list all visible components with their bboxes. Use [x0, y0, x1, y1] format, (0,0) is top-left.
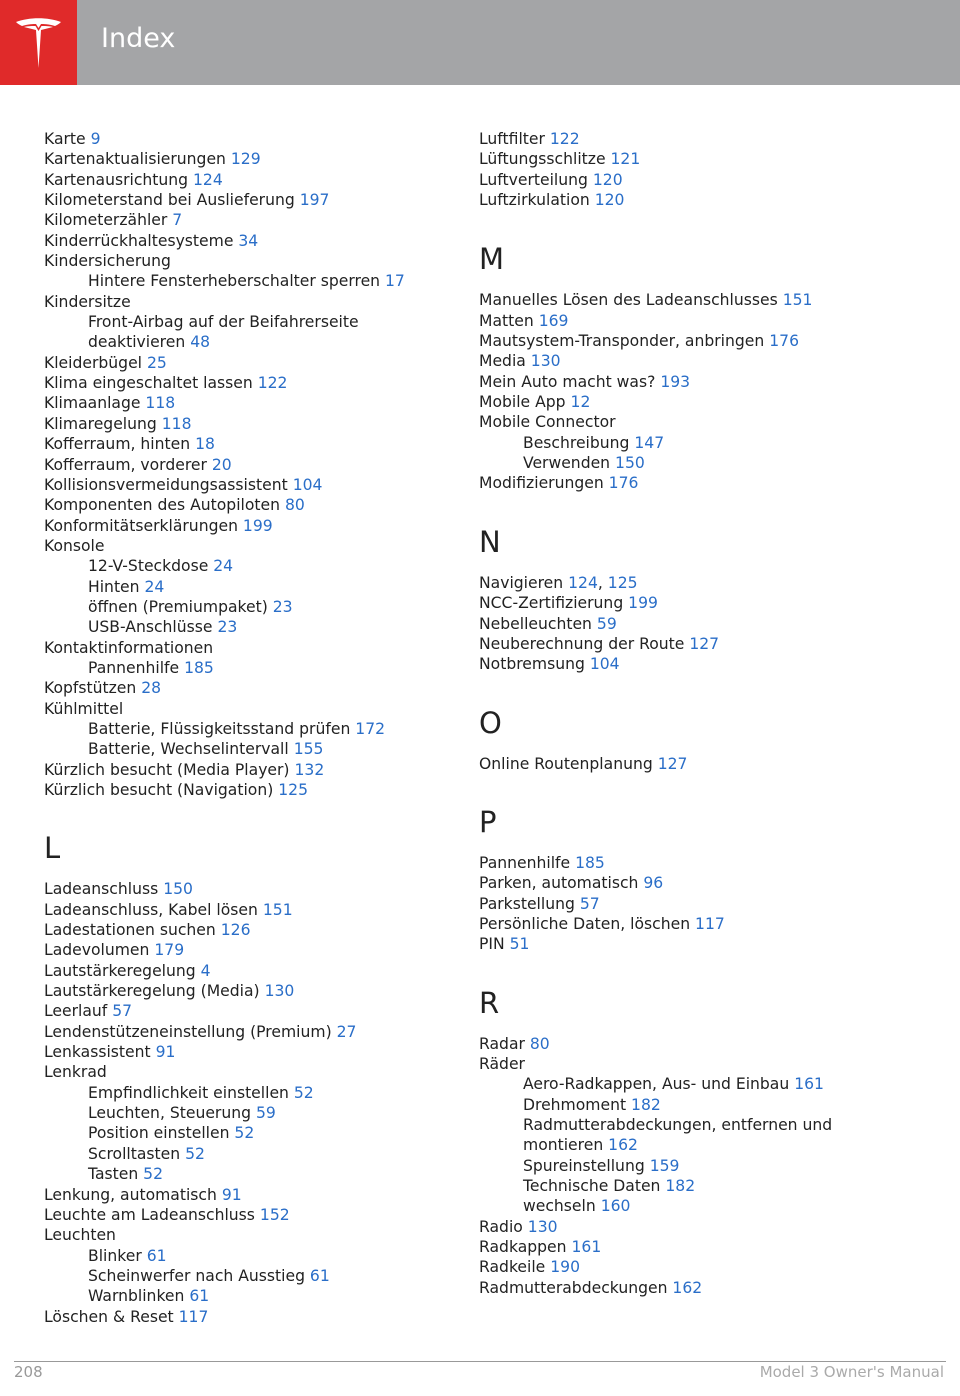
page-link[interactable]: 199 [628, 594, 658, 613]
page-link[interactable]: 117 [178, 1307, 209, 1326]
footer-manual-title: Model 3 Owner's Manual [759, 1363, 944, 1381]
index-entry [44, 434, 464, 454]
index-entry [44, 638, 464, 658]
page-link[interactable]: 23 [272, 597, 293, 616]
index-subentry [44, 597, 464, 617]
index-term: Aero-Radkappen, Aus- und Einbau [523, 1075, 795, 1094]
page-title: Index [101, 23, 176, 54]
index-subentry [44, 1266, 464, 1286]
index-entry [479, 149, 899, 169]
index-term: Mautsystem-Transponder, anbringen [479, 332, 770, 351]
index-term: Scheinwerfer nach Ausstieg [88, 1266, 310, 1285]
page-link[interactable]: 147 [634, 433, 665, 452]
index-subentry [479, 1095, 899, 1115]
index-term: Kartenausrichtung [44, 170, 194, 189]
page-link[interactable]: 18 [195, 435, 215, 454]
index-term: Navigieren [479, 573, 569, 592]
index-subentry [44, 1144, 464, 1164]
index-entry [44, 900, 464, 920]
index-term: Batterie, Flüssigkeitsstand prüfen [88, 719, 356, 738]
page-link[interactable]: 17 [385, 272, 405, 291]
index-term: Lenkrad [44, 1063, 107, 1082]
index-term: Kürzlich besucht (Navigation) [44, 781, 279, 799]
index-entry [44, 1022, 464, 1042]
index-term: öffnen (Premiumpaket) [88, 597, 273, 616]
index-entry [44, 475, 464, 495]
tesla-logo-icon [13, 16, 64, 70]
index-subentry [479, 1135, 899, 1155]
index-entry [44, 920, 464, 940]
index-term: Persönliche Daten, löschen [479, 914, 696, 933]
index-entry [479, 372, 899, 392]
section-letter: M [479, 242, 505, 277]
index-term: Kilometerstand bei Auslieferung [44, 191, 300, 210]
index-term: Pannenhilfe [88, 658, 185, 677]
index-term: Kühlmittel [44, 699, 124, 718]
index-term: Radmutterabdeckungen [479, 1278, 673, 1297]
index-term: Klima eingeschaltet lassen [44, 374, 258, 393]
index-term: USB-Anschlüsse [88, 618, 218, 637]
index-subentry [44, 1123, 464, 1143]
index-entry [44, 879, 464, 899]
index-entry [479, 311, 899, 331]
page-link[interactable]: 104 [292, 475, 323, 494]
index-entry [44, 1307, 464, 1327]
index-term: Kontaktinformationen [44, 638, 214, 657]
index-entry [479, 853, 899, 873]
page-link[interactable]: 24 [144, 577, 165, 596]
index-entry [44, 1185, 464, 1205]
index-term: Räder [479, 1054, 525, 1073]
index-term: Konformitätserklärungen [44, 516, 243, 535]
page-link[interactable]: 129 [230, 150, 261, 169]
index-term: Luftfilter [479, 130, 550, 148]
index-subentry [44, 271, 464, 291]
page-link[interactable]: 57 [579, 894, 600, 913]
page-link[interactable]: 61 [146, 1246, 167, 1265]
page-link[interactable]: 7 [172, 211, 183, 230]
index-entry [479, 634, 899, 654]
page-link[interactable]: 104 [589, 655, 620, 674]
page-link[interactable]: 117 [695, 914, 725, 933]
index-term: Verwenden [523, 454, 616, 473]
page-link[interactable]: 125 [607, 573, 638, 592]
index-entry [479, 934, 899, 954]
page-link[interactable]: 59 [596, 614, 617, 633]
page-link[interactable]: 34 [238, 231, 259, 250]
page-link[interactable]: 125 [278, 781, 309, 799]
index-term: Radio [479, 1217, 528, 1236]
page-link[interactable]: 176 [608, 474, 639, 493]
index-subentry [479, 1196, 899, 1216]
index-subentry [44, 617, 464, 637]
page-link[interactable]: 48 [190, 333, 211, 352]
page-link[interactable]: 185 [184, 658, 214, 677]
index-term: montieren [523, 1136, 609, 1155]
index-term: Modifizierungen [479, 474, 609, 493]
index-term: Lautstärkeregelung (Media) [44, 982, 265, 1001]
index-term: deaktivieren [88, 333, 191, 352]
page-link[interactable]: 160 [600, 1197, 631, 1216]
index-term: Nebelleuchten [479, 614, 597, 633]
index-term: Lendenstützeneinstellung (Premium) [44, 1022, 337, 1041]
index-entry [44, 231, 464, 251]
page-link[interactable]: 27 [336, 1022, 357, 1041]
page-separator: , [597, 573, 608, 592]
index-entry [479, 473, 899, 493]
section-letter: P [479, 804, 497, 839]
page-link[interactable]: 61 [309, 1266, 330, 1285]
index-entry [44, 678, 464, 698]
index-entry [479, 873, 899, 893]
page-link[interactable]: 124 [193, 170, 223, 189]
index-term: 12-V-Steckdose [88, 557, 214, 576]
index-entry [44, 353, 464, 373]
index-entry [44, 699, 464, 719]
index-term: Beschreibung [523, 433, 635, 452]
index-entry [479, 1257, 899, 1277]
page-link[interactable]: 197 [299, 191, 330, 210]
page-link[interactable]: 28 [141, 679, 162, 698]
index-term: Hinten [88, 577, 145, 596]
page-link[interactable]: 193 [660, 372, 691, 391]
index-term: Scrolltasten [88, 1144, 186, 1163]
page-link[interactable]: 120 [592, 170, 623, 189]
page-link[interactable]: 185 [575, 853, 605, 872]
index-term: Lüftungsschlitze [479, 150, 611, 169]
page-link[interactable]: 126 [220, 921, 251, 940]
index-term: Mobile App [479, 393, 571, 412]
index-entry [479, 1054, 899, 1074]
index-term: Radkappen [479, 1238, 572, 1257]
index-term: Radar [479, 1034, 530, 1053]
page-link[interactable]: 52 [143, 1165, 164, 1184]
index-entry [479, 1034, 899, 1054]
page-link[interactable]: 57 [112, 1002, 133, 1021]
page-link[interactable]: 52 [185, 1144, 205, 1163]
index-entry [44, 1001, 464, 1021]
index-entry [44, 373, 464, 393]
index-entry [44, 1205, 464, 1225]
index-term: Kofferraum, hinten [44, 435, 196, 454]
index-entry [479, 894, 899, 914]
page-link[interactable]: 162 [608, 1136, 638, 1155]
page-link[interactable]: 127 [689, 634, 720, 653]
index-term: Kürzlich besucht (Media Player) [44, 760, 295, 779]
page-link[interactable]: 52 [293, 1083, 314, 1102]
page-link[interactable]: 52 [234, 1124, 255, 1143]
page-link[interactable]: 91 [221, 1185, 242, 1204]
index-subentry [479, 1115, 899, 1135]
index-term: Lenkassistent [44, 1043, 156, 1062]
index-subentry [44, 556, 464, 576]
page-link[interactable]: 121 [610, 150, 641, 169]
index-entry [479, 392, 899, 412]
page-link[interactable]: 9 [90, 130, 101, 148]
index-entry [479, 573, 899, 593]
index-subentry [479, 1156, 899, 1176]
index-term: Blinker [88, 1246, 147, 1265]
index-term: Leerlauf [44, 1002, 113, 1021]
page-link[interactable]: 118 [161, 414, 192, 433]
page-link[interactable]: 118 [145, 394, 176, 413]
page-link[interactable]: 12 [570, 393, 591, 412]
index-subentry [44, 312, 464, 332]
index-term: Position einstellen [88, 1124, 235, 1143]
index-term: Front-Airbag auf der Beifahrerseite [88, 313, 359, 332]
index-term: Kartenaktualisierungen [44, 150, 231, 169]
index-term: Klimaanlage [44, 394, 146, 413]
index-entry [479, 190, 899, 210]
page-link[interactable]: 124 [568, 573, 598, 592]
index-entry [44, 760, 464, 780]
index-subentry [44, 1286, 464, 1306]
index-term: Kollisionsvermeidungsassistent [44, 475, 293, 494]
index-subentry [44, 739, 464, 759]
index-term: Kilometerzähler [44, 211, 173, 230]
index-term: Leuchten, Steuerung [88, 1104, 256, 1123]
index-term: Ladeanschluss [44, 880, 164, 899]
page-link[interactable]: 151 [262, 900, 293, 919]
index-term: Manuelles Lösen des Ladeanschlusses [479, 291, 783, 310]
page-link[interactable]: 91 [155, 1043, 176, 1062]
index-entry [44, 780, 464, 800]
page-link[interactable]: 150 [615, 454, 645, 473]
index-term: Kopfstützen [44, 679, 142, 698]
index-term: Luftverteilung [479, 170, 593, 189]
index-term: Parken, automatisch [479, 874, 644, 893]
index-column-left [44, 129, 464, 1327]
index-term: Ladestationen suchen [44, 921, 221, 940]
index-entry [44, 251, 464, 271]
page-link[interactable]: 151 [782, 291, 813, 310]
index-term: Kindersicherung [44, 252, 171, 271]
index-entry [479, 1278, 899, 1298]
page-link[interactable]: 61 [189, 1287, 210, 1306]
section-letter: N [479, 524, 501, 559]
index-term: Spureinstellung [523, 1156, 650, 1175]
index-entry [44, 1042, 464, 1062]
index-term: Kleiderbügel [44, 353, 147, 372]
index-term: Online Routenplanung [479, 754, 658, 773]
page-link[interactable]: 96 [643, 874, 664, 893]
index-entry [44, 210, 464, 230]
index-entry [44, 1062, 464, 1082]
section-letter: R [479, 985, 500, 1020]
index-entry [479, 412, 899, 432]
index-subentry [44, 1083, 464, 1103]
index-subentry [44, 1246, 464, 1266]
page-link[interactable]: 130 [527, 1217, 558, 1236]
index-entry [44, 455, 464, 475]
index-entry [44, 495, 464, 515]
index-entry [479, 290, 899, 310]
index-term: Leuchten [44, 1226, 116, 1245]
index-column-right [479, 129, 899, 1298]
index-term: Konsole [44, 536, 105, 555]
index-subentry [479, 1176, 899, 1196]
page-link[interactable]: 59 [255, 1104, 276, 1123]
page-link[interactable]: 169 [538, 311, 569, 330]
index-entry [479, 331, 899, 351]
page-link[interactable]: 25 [146, 353, 167, 372]
page-link[interactable]: 130 [530, 352, 561, 371]
index-entry [44, 414, 464, 434]
index-term: Klimaregelung [44, 414, 162, 433]
index-subentry [479, 1074, 899, 1094]
page-link[interactable]: 120 [594, 191, 625, 210]
index-term: Parkstellung [479, 894, 580, 913]
index-entry [479, 170, 899, 190]
index-entry [479, 351, 899, 371]
index-subentry [44, 577, 464, 597]
index-term: wechseln [523, 1197, 601, 1216]
index-entry [44, 292, 464, 312]
index-term: Media [479, 352, 531, 371]
index-term: Batterie, Wechselintervall [88, 740, 294, 759]
index-term: Mein Auto macht was? [479, 372, 661, 391]
index-term: Ladeanschluss, Kabel lösen [44, 900, 263, 919]
index-entry [44, 940, 464, 960]
page-link[interactable]: 172 [355, 719, 386, 738]
index-term: Mobile Connector [479, 413, 616, 432]
index-entry [479, 614, 899, 634]
page-link[interactable]: 182 [631, 1095, 661, 1114]
index-entry [479, 1217, 899, 1237]
index-term: Kofferraum, vorderer [44, 455, 212, 474]
page-link[interactable]: 176 [769, 332, 799, 351]
index-term: Kinderrückhaltesysteme [44, 231, 239, 250]
index-term: Ladevolumen [44, 941, 155, 960]
index-term: Drehmoment [523, 1095, 632, 1114]
page-link[interactable]: 179 [154, 941, 185, 960]
page-link[interactable]: 122 [257, 374, 288, 393]
page-link[interactable]: 159 [649, 1156, 680, 1175]
index-entry [44, 149, 464, 169]
index-term: Löschen & Reset [44, 1307, 179, 1326]
section-letter: O [479, 705, 502, 740]
index-entry [479, 914, 899, 934]
page-link[interactable]: 161 [571, 1238, 602, 1257]
index-subentry [44, 658, 464, 678]
index-term: Karte [44, 130, 91, 148]
page-link[interactable]: 150 [163, 880, 193, 899]
page-link[interactable]: 23 [217, 618, 238, 637]
index-entry [44, 981, 464, 1001]
page-link[interactable]: 162 [672, 1278, 703, 1297]
index-term: Komponenten des Autopiloten [44, 496, 285, 515]
page-link[interactable]: 155 [293, 740, 324, 759]
index-entry [44, 170, 464, 190]
index-term: Warnblinken [88, 1287, 190, 1306]
index-entry [479, 654, 899, 674]
index-entry [44, 516, 464, 536]
index-term: Notbremsung [479, 655, 590, 674]
index-term: Empfindlichkeit einstellen [88, 1083, 294, 1102]
index-term: Pannenhilfe [479, 853, 576, 872]
index-term: Tasten [88, 1165, 144, 1184]
index-term: Radkeile [479, 1258, 551, 1277]
index-subentry [44, 1103, 464, 1123]
page-link[interactable]: 152 [259, 1205, 290, 1224]
index-term: PIN [479, 935, 510, 954]
index-entry [44, 1225, 464, 1245]
footer-divider [14, 1361, 946, 1362]
page-link[interactable]: 51 [509, 935, 530, 954]
page-link[interactable]: 190 [550, 1258, 580, 1277]
index-entry [44, 536, 464, 556]
page-link[interactable]: 199 [242, 516, 273, 535]
index-entry [44, 190, 464, 210]
section-letter: L [44, 831, 61, 866]
logo-box [0, 0, 77, 85]
index-subentry [44, 332, 464, 352]
index-entry [479, 754, 899, 774]
index-entry [44, 129, 464, 149]
page-link[interactable]: 4 [200, 961, 211, 980]
index-entry [44, 393, 464, 413]
index-term: Radmutterabdeckungen, entfernen und [523, 1115, 833, 1134]
index-term: Leuchte am Ladeanschluss [44, 1205, 260, 1224]
footer-page-number: 208 [14, 1363, 43, 1381]
page-header [0, 0, 960, 85]
index-term: Lenkung, automatisch [44, 1185, 222, 1204]
index-term: Neuberechnung der Route [479, 634, 690, 653]
page-link[interactable]: 132 [294, 760, 325, 779]
page-link[interactable]: 130 [264, 982, 295, 1001]
index-term: NCC-Zertifizierung [479, 594, 629, 613]
index-subentry [479, 433, 899, 453]
index-term: Matten [479, 311, 539, 330]
page-link[interactable]: 161 [794, 1075, 824, 1094]
page-link[interactable]: 127 [657, 754, 688, 773]
page-link[interactable]: 80 [284, 496, 305, 515]
page-link[interactable]: 24 [213, 557, 234, 576]
index-term: Hintere Fensterheberschalter sperren [88, 272, 386, 291]
index-entry [479, 1237, 899, 1257]
index-term: Kindersitze [44, 292, 131, 311]
index-entry [44, 961, 464, 981]
index-subentry [44, 1164, 464, 1184]
index-term: Technische Daten [523, 1177, 666, 1195]
index-subentry [44, 719, 464, 739]
index-entry [479, 129, 899, 149]
page-link[interactable]: 122 [549, 130, 580, 148]
page-link[interactable]: 80 [529, 1034, 550, 1053]
page-link[interactable]: 182 [665, 1177, 696, 1195]
page-link[interactable]: 20 [211, 455, 232, 474]
index-subentry [479, 453, 899, 473]
index-term: Luftzirkulation [479, 191, 595, 210]
index-term: Lautstärkeregelung [44, 961, 201, 980]
index-entry [479, 593, 899, 613]
